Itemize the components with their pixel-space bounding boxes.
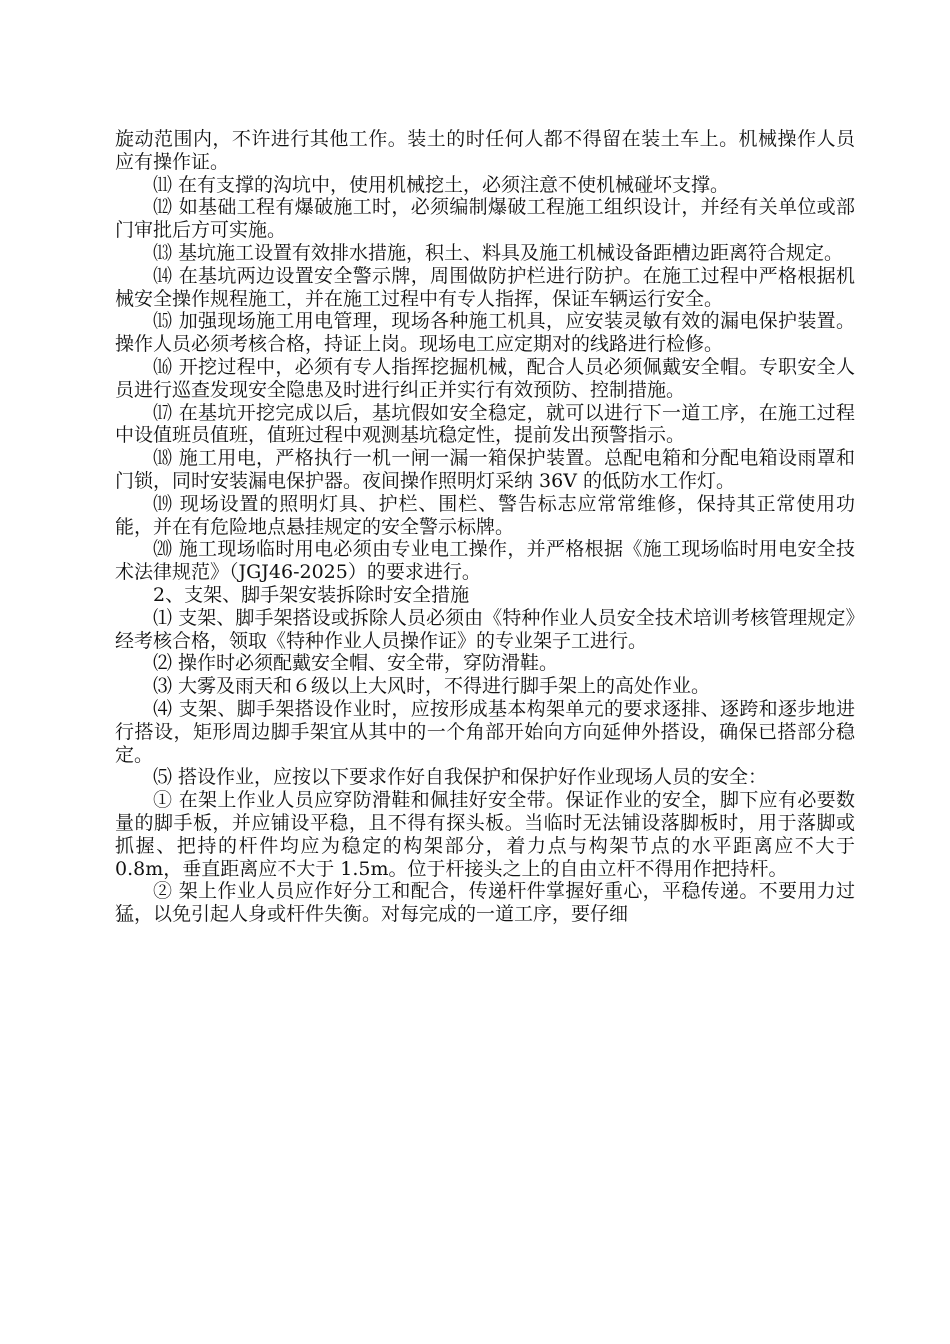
paragraph-subitem-1: ① 在架上作业人员应穿防滑鞋和佩挂好安全带。保证作业的安全，脚下应有必要数量的脚手板，并应铺设平稳，且不得有探头板。当临时无法铺设落脚板时，用于落脚或抓握、把持的杆件均应为稳定的构架部分，着力点与构架节点的水平距离应不大于 0.8m，垂直距离应不大于 1.5m。位于杆接头之上的自由立杆不得用作把持杆。	[115, 789, 855, 880]
document-body	[115, 128, 855, 926]
paragraph-item-1: ⑴ 支架、脚手架搭设或拆除人员必须由《特种作业人员安全技术培训考核管理规定》经考核合格，领取《特种作业人员操作证》的专业架子工进行。	[115, 606, 855, 652]
paragraph-item-11: ⑾ 在有支撑的沟坑中，使用机械挖土，必须注意不使机械碰坏支撑。	[153, 173, 730, 196]
paragraph-item-19: ⒆ 现场设置的照明灯具、护栏、围栏、警告标志应常常维修，保持其正常使用功能，并在有危险地点悬挂规定的安全警示标牌。	[115, 492, 855, 538]
paragraph-item-14: ⒁ 在基坑两边设置安全警示牌，周围做防护栏进行防护。在施工过程中严格根据机械安全操作规程施工，并在施工过程中有专人指挥，保证车辆运行安全。	[115, 264, 855, 310]
section-heading: 2、支架、脚手架安装拆除时安全措施	[153, 583, 470, 606]
paragraph-item-16: ⒃ 开挖过程中，必须有专人指挥挖掘机械，配合人员必须佩戴安全帽。专职安全人员进行巡查发现安全隐患及时进行纠正并实行有效预防、控制措施。	[115, 355, 855, 401]
paragraph-item-3: ⑶ 大雾及雨天和６级以上大风时，不得进行脚手架上的高处作业。	[153, 675, 711, 698]
paragraph-item-13: ⒀ 基坑施工设置有效排水措施，积土、料具及施工机械设备距槽边距离符合规定。	[153, 241, 844, 264]
paragraph-item-4: ⑷ 支架、脚手架搭设作业时，应按形成基本构架单元的要求逐排、逐跨和逐步地进行搭设，矩形周边脚手架宜从其中的一个角部开始向方向延伸外搭设，确保已搭部分稳定。	[115, 697, 855, 766]
paragraph-item-18: ⒅ 施工用电，严格执行一机一闸一漏一箱保护装置。总配电箱和分配电箱设雨罩和门锁，同时安装漏电保护器。夜间操作照明灯采纳 36V 的低防水工作灯。	[115, 447, 855, 492]
paragraph-item-12: ⑿ 如基础工程有爆破施工时，必须编制爆破工程施工组织设计，并经有关单位或部门审批后方可实施。	[115, 196, 855, 242]
paragraph-item-17: ⒄ 在基坑开挖完成以后，基坑假如安全稳定，就可以进行下一道工序，在施工过程中设值班员值班，值班过程中观测基坑稳定性，提前发出预警指示。	[115, 401, 855, 447]
paragraph-item-15: ⒂ 加强现场施工用电管理，现场各种施工机具，应安装灵敏有效的漏电保护装置。操作人员必须考核合格，持证上岗。现场电工应定期对的线路进行检修。	[115, 310, 855, 356]
paragraph-continued: 旋动范围内，不许进行其他工作。装土的时任何人都不得留在装土车上。机械操作人员应有操作证。	[115, 128, 855, 173]
paragraph-item-2: ⑵ 操作时必须配戴安全帽、安全带，穿防滑鞋。	[153, 652, 559, 675]
paragraph-subitem-2: ② 架上作业人员应作好分工和配合，传递杆件掌握好重心，平稳传递。不要用力过猛，以免引起人身或杆件失衡。对每完成的一道工序，要仔细	[115, 880, 855, 926]
paragraph-item-5: ⑸ 搭设作业，应按以下要求作好自我保护和保护好作业现场人员的安全：	[153, 766, 768, 789]
paragraph-item-20: ⒇ 施工现场临时用电必须由专业电工操作，并严格根据《施工现场临时用电安全技术法律规范》（JGJ46-2025）的要求进行。	[115, 538, 855, 584]
